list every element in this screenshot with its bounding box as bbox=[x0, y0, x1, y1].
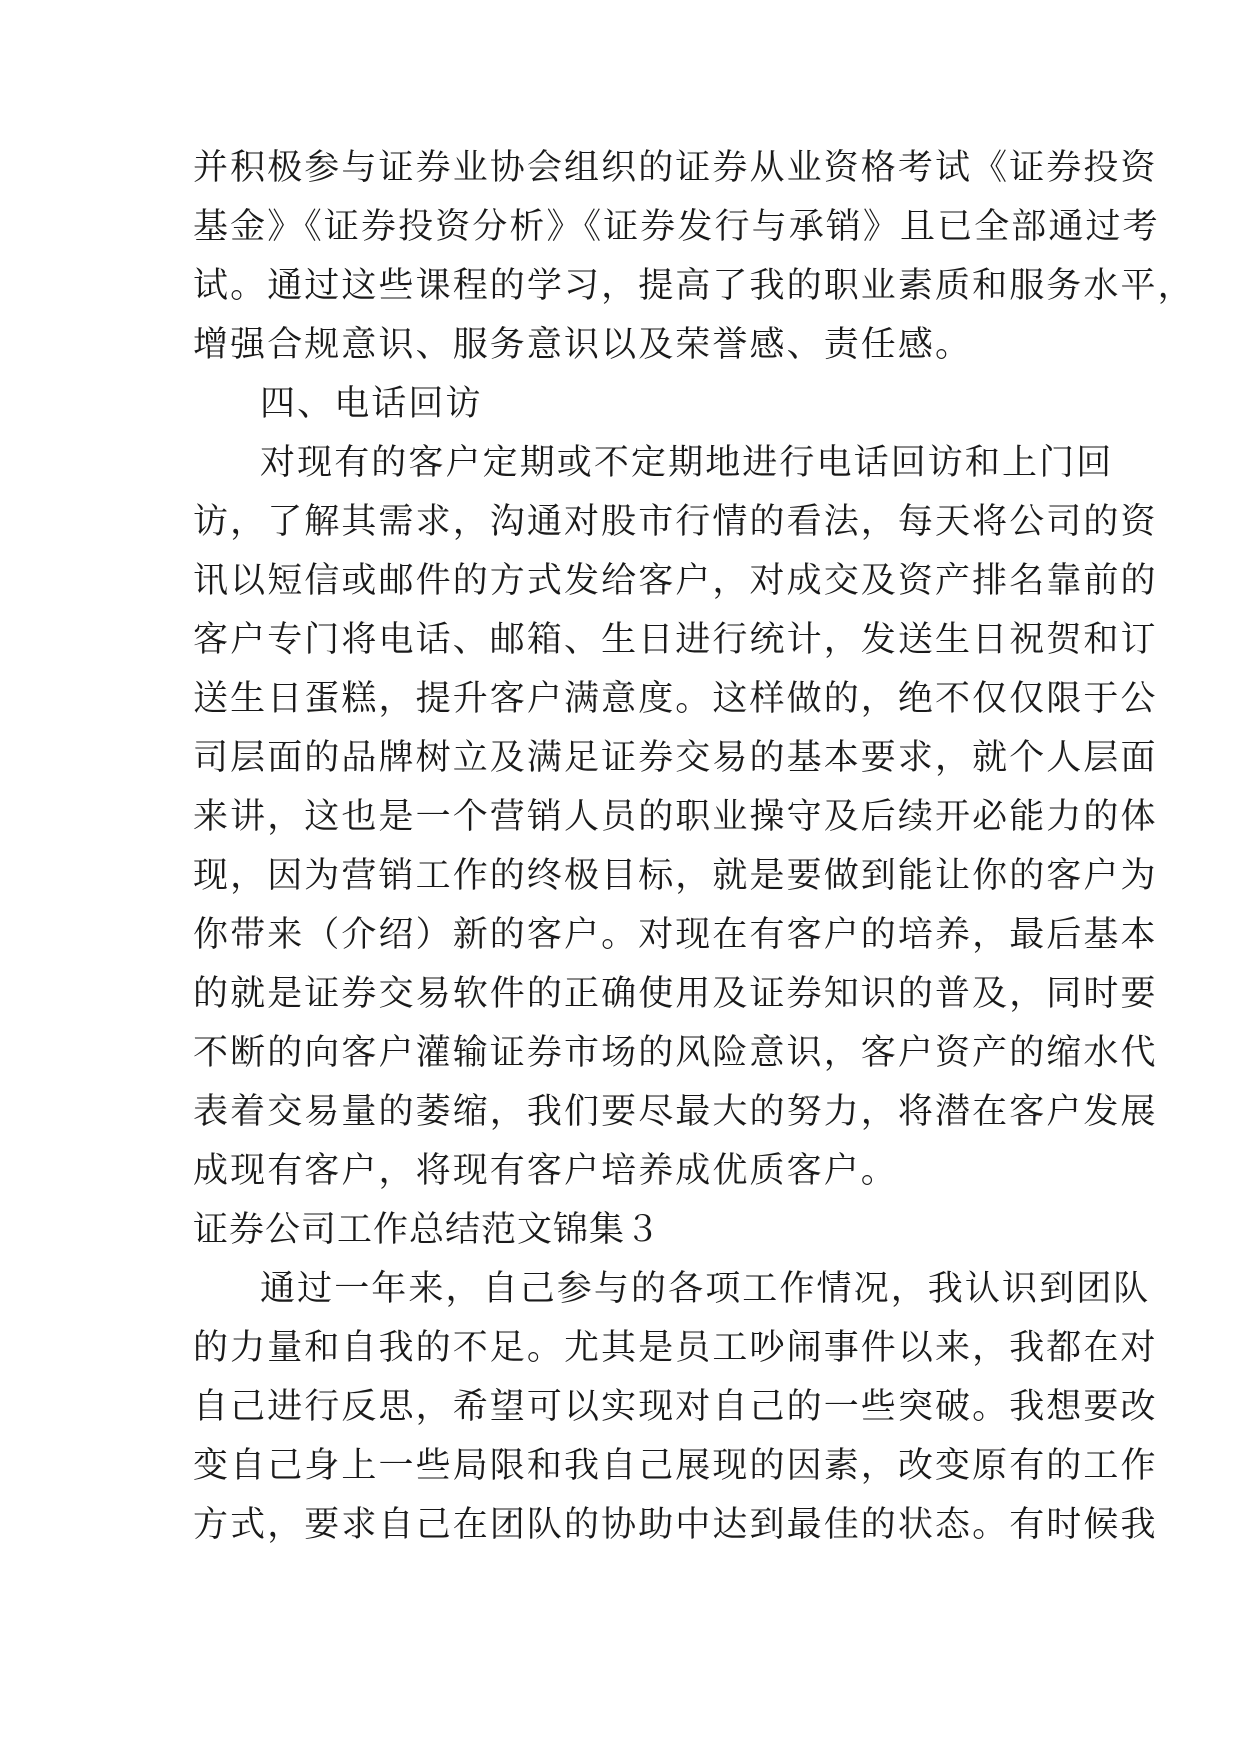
paragraph-line: 自己进行反思，希望可以实现对自己的一些突破。我想要改 bbox=[193, 1387, 1158, 1427]
paragraph-line: 对现有的客户定期或不定期地进行电话回访和上门回 bbox=[260, 443, 1114, 483]
paragraph-line: 并积极参与证券业协会组织的证券从业资格考试《证券投资 bbox=[193, 148, 1158, 188]
paragraph-line: 方式，要求自己在团队的协助中达到最佳的状态。有时候我 bbox=[193, 1505, 1158, 1545]
paragraph-line: 客户专门将电话、邮箱、生日进行统计，发送生日祝贺和订 bbox=[193, 620, 1158, 660]
paragraph-line: 现，因为营销工作的终极目标，就是要做到能让你的客户为 bbox=[193, 856, 1158, 896]
paragraph-line: 不断的向客户灌输证券市场的风险意识，客户资产的缩水代 bbox=[193, 1033, 1158, 1073]
paragraph-line: 的就是证券交易软件的正确使用及证券知识的普及，同时要 bbox=[193, 974, 1158, 1014]
paragraph-line: 访，了解其需求，沟通对股市行情的看法，每天将公司的资 bbox=[193, 502, 1158, 542]
document-heading: 证券公司工作总结范文锦集３ bbox=[193, 1210, 662, 1250]
paragraph-line: 的力量和自我的不足。尤其是员工吵闹事件以来，我都在对 bbox=[193, 1328, 1158, 1368]
paragraph-line: 表着交易量的萎缩，我们要尽最大的努力，将潜在客户发展 bbox=[193, 1092, 1158, 1132]
paragraph-line: 送生日蛋糕，提升客户满意度。这样做的，绝不仅仅限于公 bbox=[193, 679, 1158, 719]
paragraph-line: 来讲，这也是一个营销人员的职业操守及后续开必能力的体 bbox=[193, 797, 1158, 837]
paragraph-line: 你带来（介绍）新的客户。对现在有客户的培养，最后基本 bbox=[193, 915, 1158, 955]
section-heading: 四、电话回访 bbox=[260, 384, 483, 424]
paragraph-line: 基金》《证券投资分析》《证券发行与承销》且已全部通过考 bbox=[193, 207, 1160, 247]
paragraph-line: 司层面的品牌树立及满足证券交易的基本要求，就个人层面 bbox=[193, 738, 1158, 778]
paragraph-line: 讯以短信或邮件的方式发给客户，对成交及资产排名靠前的 bbox=[193, 561, 1158, 601]
paragraph-line: 试。通过这些课程的学习，提高了我的职业素质和服务水平， bbox=[193, 266, 1195, 306]
paragraph-line: 增强合规意识、服务意识以及荣誉感、责任感。 bbox=[193, 325, 973, 365]
paragraph-line: 通过一年来，自己参与的各项工作情况，我认识到团队 bbox=[260, 1269, 1151, 1309]
paragraph-line: 成现有客户，将现有客户培养成优质客户。 bbox=[193, 1151, 898, 1191]
paragraph-line: 变自己身上一些局限和我自己展现的因素，改变原有的工作 bbox=[193, 1446, 1158, 1486]
